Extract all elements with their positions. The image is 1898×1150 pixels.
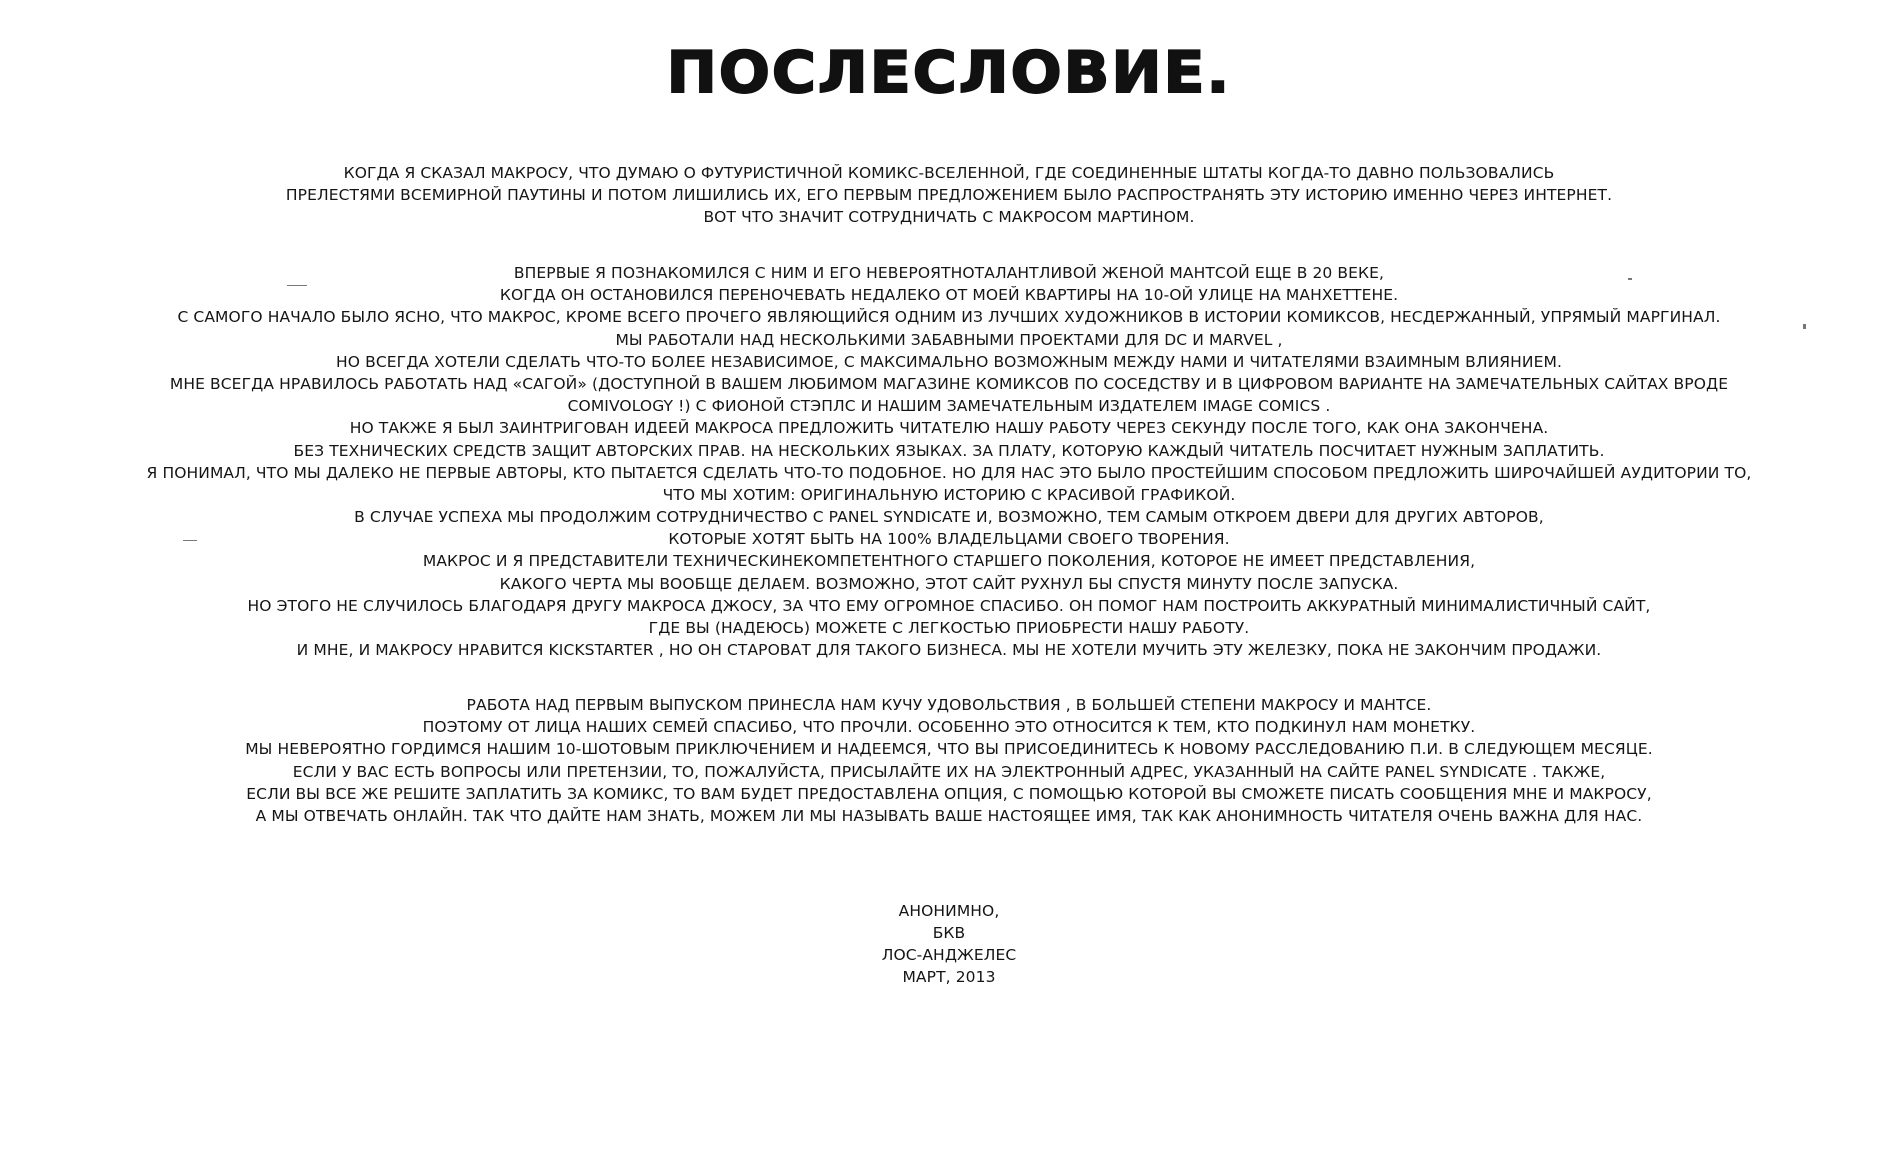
text-line: И МНЕ, И МАКРОСУ НРАВИТСЯ KICKSTARTER , НО ОН СТАРОВАТ ДЛЯ ТАКОГО БИЗНЕСА. МЫ НЕ ХОТЕЛИ МУЧИТЬ ЭТУ ЖЕЛЕЗКУ, ПОКА НЕ ЗАКОНЧИМ ПРОДАЖИ.: [296, 641, 1602, 660]
text-line: НО ВСЕГДА ХОТЕЛИ СДЕЛАТЬ ЧТО-ТО БОЛЕЕ НЕЗАВИСИМОЕ, С МАКСИМАЛЬНО ВОЗМОЖНЫМ МЕЖДУ НАМИ И ЧИТАТЕЛЯМИ ВЗАИМНЫМ ВЛИЯНИЕМ.: [336, 352, 1562, 371]
text-line: НО ЭТОГО НЕ СЛУЧИЛОСЬ БЛАГОДАРЯ ДРУГУ МАКРОСА ДЖОСУ, ЗА ЧТО ЕМУ ОГРОМНОЕ СПАСИБО. ОН ПОМОГ НАМ ПОСТРОИТЬ АККУРАТНЫЙ МИНИМАЛИСТИЧНЫЙ САЙТ,: [247, 596, 1651, 615]
text-line: С САМОГО НАЧАЛО БЫЛО ЯСНО, ЧТО МАКРОС, КРОМЕ ВСЕГО ПРОЧЕГО ЯВЛЯЮЩИЙСЯ ОДНИМ ИЗ ЛУЧШИХ ХУДОЖНИКОВ В ИСТОРИИ КОМИКСОВ, НЕСДЕРЖАННЫЙ, УПРЯМЫЙ МАРГИНАЛ.: [177, 308, 1721, 327]
text-line: ГДЕ ВЫ (НАДЕЮСЬ) МОЖЕТЕ С ЛЕГКОСТЬЮ ПРИОБРЕСТИ НАШУ РАБОТУ.: [648, 619, 1250, 637]
text-line: ЕСЛИ ВЫ ВСЕ ЖЕ РЕШИТЕ ЗАПЛАТИТЬ ЗА КОМИКС, ТО ВАМ БУДЕТ ПРЕДОСТАВЛЕНА ОПЦИЯ, С ПОМОЩЬЮ КОТОРОЙ ВЫ СМОЖЕТЕ ПИСАТЬ СООБЩЕНИЯ МНЕ И МАКРОСУ,: [246, 784, 1652, 803]
signature-line: АНОНИМНО,: [898, 902, 1000, 920]
text-line: Я ПОНИМАЛ, ЧТО МЫ ДАЛЕКО НЕ ПЕРВЫЕ АВТОРЫ, КТО ПЫТАЕТСЯ СДЕЛАТЬ ЧТО-ТО ПОДОБНОЕ. НО ДЛЯ НАС ЭТО БЫЛО ПРОСТЕЙШИМ СПОСОБОМ ПРЕДЛОЖИТЬ ШИРОЧАЙШЕЙ АУДИТОРИИ ТО,: [146, 463, 1752, 482]
scan-speck: [183, 540, 197, 541]
text-line: КОГДА ОН ОСТАНОВИЛСЯ ПЕРЕНОЧЕВАТЬ НЕДАЛЕКО ОТ МОЕЙ КВАРТИРЫ НА 10-ОЙ УЛИЦЕ НА МАНХЕТТЕНЕ.: [499, 286, 1399, 305]
text-line: МЫ НЕВЕРОЯТНО ГОРДИМСЯ НАШИМ 10-ШОТОВЫМ ПРИКЛЮЧЕНИЕМ И НАДЕЕМСЯ, ЧТО ВЫ ПРИСОЕДИНИТЕСЬ К НОВОМУ РАССЛЕДОВАНИЮ П.И. В СЛЕДУЮЩЕМ МЕСЯЦЕ.: [245, 740, 1653, 759]
scan-speck: [287, 285, 307, 286]
text-line: КАКОГО ЧЕРТА МЫ ВООБЩЕ ДЕЛАЕМ. ВОЗМОЖНО, ЭТОТ САЙТ РУХНУЛ БЫ СПУСТЯ МИНУТУ ПОСЛЕ ЗАПУСКА.: [499, 574, 1399, 593]
text-line: А МЫ ОТВЕЧАТЬ ОНЛАЙН. ТАК ЧТО ДАЙТЕ НАМ ЗНАТЬ, МОЖЕМ ЛИ МЫ НАЗЫВАТЬ ВАШЕ НАСТОЯЩЕЕ ИМЯ, ТАК КАК АНОНИМНОСТЬ ЧИТАТЕЛЯ ОЧЕНЬ ВАЖНА ДЛЯ НАС.: [255, 806, 1643, 825]
scan-speck: [1803, 324, 1806, 329]
text-line: КОГДА Я СКАЗАЛ МАКРОСУ, ЧТО ДУМАЮ О ФУТУРИСТИЧНОЙ КОМИКС-ВСЕЛЕННОЙ, ГДЕ СОЕДИНЕННЫЕ ШТАТЫ КОГДА-ТО ДАВНО ПОЛЬЗОВАЛИСЬ: [343, 164, 1555, 182]
text-line: МЫ РАБОТАЛИ НАД НЕСКОЛЬКИМИ ЗАБАВНЫМИ ПРОЕКТАМИ ДЛЯ DC И MARVEL ,: [615, 330, 1283, 349]
text-line: ЧТО МЫ ХОТИМ: ОРИГИНАЛЬНУЮ ИСТОРИЮ С КРАСИВОЙ ГРАФИКОЙ.: [662, 485, 1236, 504]
text-line: КОТОРЫЕ ХОТЯТ БЫТЬ НА 100% ВЛАДЕЛЬЦАМИ СВОЕГО ТВОРЕНИЯ.: [668, 530, 1230, 549]
scan-speck: [1628, 278, 1632, 280]
paragraph-2: [0, 262, 1898, 661]
text-line: ВОТ ЧТО ЗНАЧИТ СОТРУДНИЧАТЬ С МАКРОСОМ МАРТИНОМ.: [703, 208, 1195, 227]
text-line: COMIVOLOGY !) С ФИОНОЙ СТЭПЛС И НАШИМ ЗАМЕЧАТЕЛЬНЫМ ИЗДАТЕЛЕМ IMAGE COMICS .: [567, 397, 1331, 416]
text-line: МНЕ ВСЕГДА НРАВИЛОСЬ РАБОТАТЬ НАД «САГОЙ» (ДОСТУПНОЙ В ВАШЕМ ЛЮБИМОМ МАГАЗИНЕ КОМИКСОВ ПО СОСЕДСТВУ И В ЦИФРОВОМ ВАРИАНТЕ НА ЗАМЕЧАТЕЛЬНЫХ САЙТАХ ВРОДЕ: [169, 374, 1729, 393]
text-line: ВПЕРВЫЕ Я ПОЗНАКОМИЛСЯ С НИМ И ЕГО НЕВЕРОЯТНОТАЛАНТЛИВОЙ ЖЕНОЙ МАНТСОЙ ЕЩЕ В 20 ВЕКЕ,: [513, 264, 1385, 282]
text-line: БЕЗ ТЕХНИЧЕСКИХ СРЕДСТВ ЗАЩИТ АВТОРСКИХ ПРАВ. НА НЕСКОЛЬКИХ ЯЗЫКАХ. ЗА ПЛАТУ, КОТОРУЮ КАЖДЫЙ ЧИТАТЕЛЬ ПОСЧИТАЕТ НУЖНЫМ ЗАПЛАТИТЬ.: [293, 441, 1605, 460]
text-line: РАБОТА НАД ПЕРВЫМ ВЫПУСКОМ ПРИНЕСЛА НАМ КУЧУ УДОВОЛЬСТВИЯ , В БОЛЬШЕЙ СТЕПЕНИ МАКРОСУ И МАНТСЕ.: [466, 696, 1432, 714]
signature-block: [0, 900, 1898, 988]
text-line: ЕСЛИ У ВАС ЕСТЬ ВОПРОСЫ ИЛИ ПРЕТЕНЗИИ, ТО, ПОЖАЛУЙСТА, ПРИСЫЛАЙТЕ ИХ НА ЭЛЕКТРОННЫЙ АДРЕС, УКАЗАННЫЙ НА САЙТЕ PANEL SYNDICATE . ТАКЖЕ,: [292, 762, 1606, 781]
signature-line: БКВ: [932, 924, 966, 942]
text-line: ПРЕЛЕСТЯМИ ВСЕМИРНОЙ ПАУТИНЫ И ПОТОМ ЛИШИЛИСЬ ИХ, ЕГО ПЕРВЫМ ПРЕДЛОЖЕНИЕМ БЫЛО РАСПРОСТРАНЯТЬ ЭТУ ИСТОРИЮ ИМЕННО ЧЕРЕЗ ИНТЕРНЕТ.: [285, 186, 1613, 205]
paragraph-3: [0, 694, 1898, 827]
signature-line: МАРТ, 2013: [902, 968, 996, 986]
text-line: В СЛУЧАЕ УСПЕХА МЫ ПРОДОЛЖИМ СОТРУДНИЧЕСТВО С PANEL SYNDICATE И, ВОЗМОЖНО, ТЕМ САМЫМ ОТКРОЕМ ДВЕРИ ДЛЯ ДРУГИХ АВТОРОВ,: [354, 508, 1544, 527]
text-line: МАКРОС И Я ПРЕДСТАВИТЕЛИ ТЕХНИЧЕСКИНЕКОМПЕТЕНТНОГО СТАРШЕГО ПОКОЛЕНИЯ, КОТОРОЕ НЕ ИМЕЕТ ПРЕДСТАВЛЕНИЯ,: [422, 552, 1476, 571]
signature-line: ЛОС-АНДЖЕЛЕС: [881, 946, 1017, 964]
paragraph-1: [0, 162, 1898, 229]
page-title: ПОСЛЕСЛОВИЕ.: [666, 39, 1232, 107]
text-line: НО ТАКЖЕ Я БЫЛ ЗАИНТРИГОВАН ИДЕЕЙ МАКРОСА ПРЕДЛОЖИТЬ ЧИТАТЕЛЮ НАШУ РАБОТУ ЧЕРЕЗ СЕКУНДУ ПОСЛЕ ТОГО, КАК ОНА ЗАКОНЧЕНА.: [349, 419, 1549, 438]
text-line: ПОЭТОМУ ОТ ЛИЦА НАШИХ СЕМЕЙ СПАСИБО, ЧТО ПРОЧЛИ. ОСОБЕННО ЭТО ОТНОСИТСЯ К ТЕМ, КТО ПОДКИНУЛ НАМ МОНЕТКУ.: [422, 718, 1476, 737]
